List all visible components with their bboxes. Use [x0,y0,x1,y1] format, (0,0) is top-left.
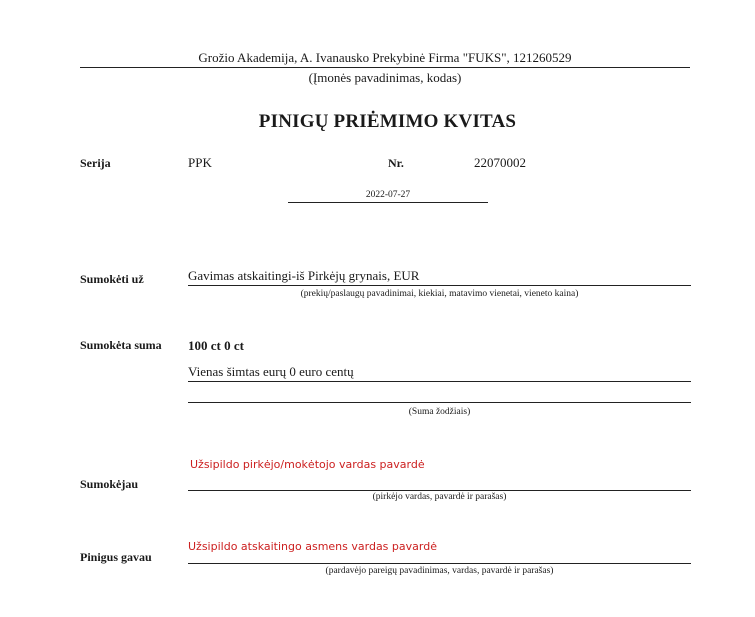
date-underline [288,202,488,203]
number-label: Nr. [388,156,404,170]
amount-numeric: 100 ct 0 ct [188,338,244,353]
amount-caption: (Suma žodžiais) [408,407,471,417]
paid-for-label: Sumokėti už [80,272,144,286]
paid-for-underline [188,285,691,286]
paid-for-value: Gavimas atskaitingi-iš Pirkėjų grynais, EUR [188,268,420,283]
series-label: Serija [80,156,111,170]
company-name: Grožio Akademija, A. Ivanausko Prekybinė Firma "FUKS", 121260529 [198,50,572,65]
receiver-label: Pinigus gavau [80,550,152,564]
amount-words-underline [188,381,691,382]
payer-hint: Užsipildo pirkėjo/mokėtojo vardas pavardė [190,458,425,471]
company-caption: (Įmonės pavadinimas, kodas) [308,70,462,85]
series-value: PPK [188,155,212,170]
amount-second-underline [188,402,691,403]
payer-label: Sumokėjau [80,477,139,491]
paid-for-caption: (prekių/paslaugų pavadinimai, kiekiai, matavimo vienetai, vieneto kaina) [300,289,579,299]
number-value: 22070002 [474,155,526,170]
document-date: 2022-07-27 [365,190,411,200]
amount-words: Vienas šimtas eurų 0 euro centų [188,364,354,379]
company-underline [80,67,690,68]
document-title: PINIGŲ PRIĖMIMO KVITAS [258,111,517,132]
receiver-caption: (pardavėjo pareigų pavadinimas, vardas, pavardė ir parašas) [325,566,554,576]
payer-caption: (pirkėjo vardas, pavardė ir parašas) [372,492,507,502]
amount-label: Sumokėta suma [80,338,162,352]
receiver-signature-line[interactable] [188,563,691,564]
payer-signature-line[interactable] [188,490,691,491]
receiver-hint: Užsipildo atskaitingo asmens vardas pavardė [188,540,437,553]
